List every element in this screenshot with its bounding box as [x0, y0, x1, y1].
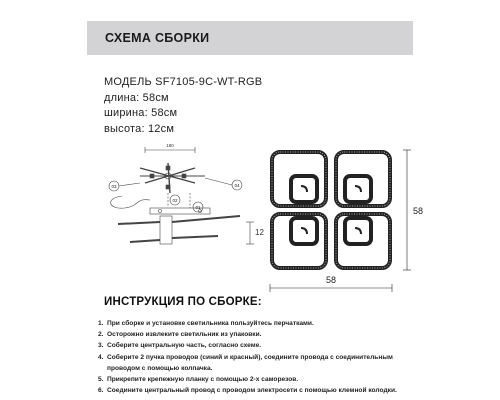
step-text: При сборке и установке светильника пользуйтесь перчатками.	[107, 320, 314, 327]
step-text: Соедините центральный провод с проводом электросети с помощью клемной колодки.	[107, 387, 397, 395]
step-number: 3.	[98, 342, 104, 350]
lamp-top-view	[258, 140, 428, 300]
callout-04: 04	[234, 183, 240, 188]
step-1	[98, 318, 397, 329]
spec-list	[104, 75, 262, 137]
step-text: Соберите 2 пучка проводов (синий и красный), соедините провода с соединительным	[107, 353, 393, 361]
dim-height-label: 58	[413, 206, 424, 216]
page-title: СХЕМА СБОРКИ	[105, 31, 210, 45]
dim-width-label: 58	[325, 275, 337, 285]
step-number: 2.	[98, 331, 104, 339]
step-3	[98, 340, 397, 351]
step-number: 4.	[98, 353, 104, 361]
spec-width: ширина: 58см	[104, 107, 178, 119]
step-text: Осторожно извлеките светильник из упаковки.	[107, 331, 262, 339]
step-6	[98, 385, 397, 396]
callout-01: 01	[195, 205, 201, 210]
spec-height: высота: 12см	[104, 122, 175, 135]
step-text: Прикрепите крепежную планку с помощью 2-х саморезов.	[107, 376, 299, 384]
assembly-diagram	[100, 138, 264, 258]
header-banner	[87, 21, 413, 55]
instructions-title: ИНСТРУКЦИЯ ПО СБОРКЕ:	[104, 296, 262, 308]
callout-02: 02	[172, 198, 178, 203]
step-4	[98, 352, 397, 363]
step-text: Соберите центральную часть, согласно схеме.	[107, 342, 262, 350]
step-number: 1.	[98, 320, 104, 327]
step-number: 5.	[98, 376, 104, 384]
spec-length: длина: 58см	[104, 91, 169, 104]
step-4-continued: проводом с помощью колпачка.	[107, 364, 213, 372]
step-2	[98, 329, 397, 340]
dim-top-label: 180	[166, 143, 174, 148]
step-5	[98, 374, 397, 385]
step-number: 6.	[98, 387, 104, 395]
spec-model: МОДЕЛЬ SF7105-9C-WT-RGB	[104, 76, 263, 88]
instruction-steps	[98, 318, 397, 396]
dim-height-label: 12	[255, 228, 264, 237]
callout-03: 03	[111, 184, 117, 189]
